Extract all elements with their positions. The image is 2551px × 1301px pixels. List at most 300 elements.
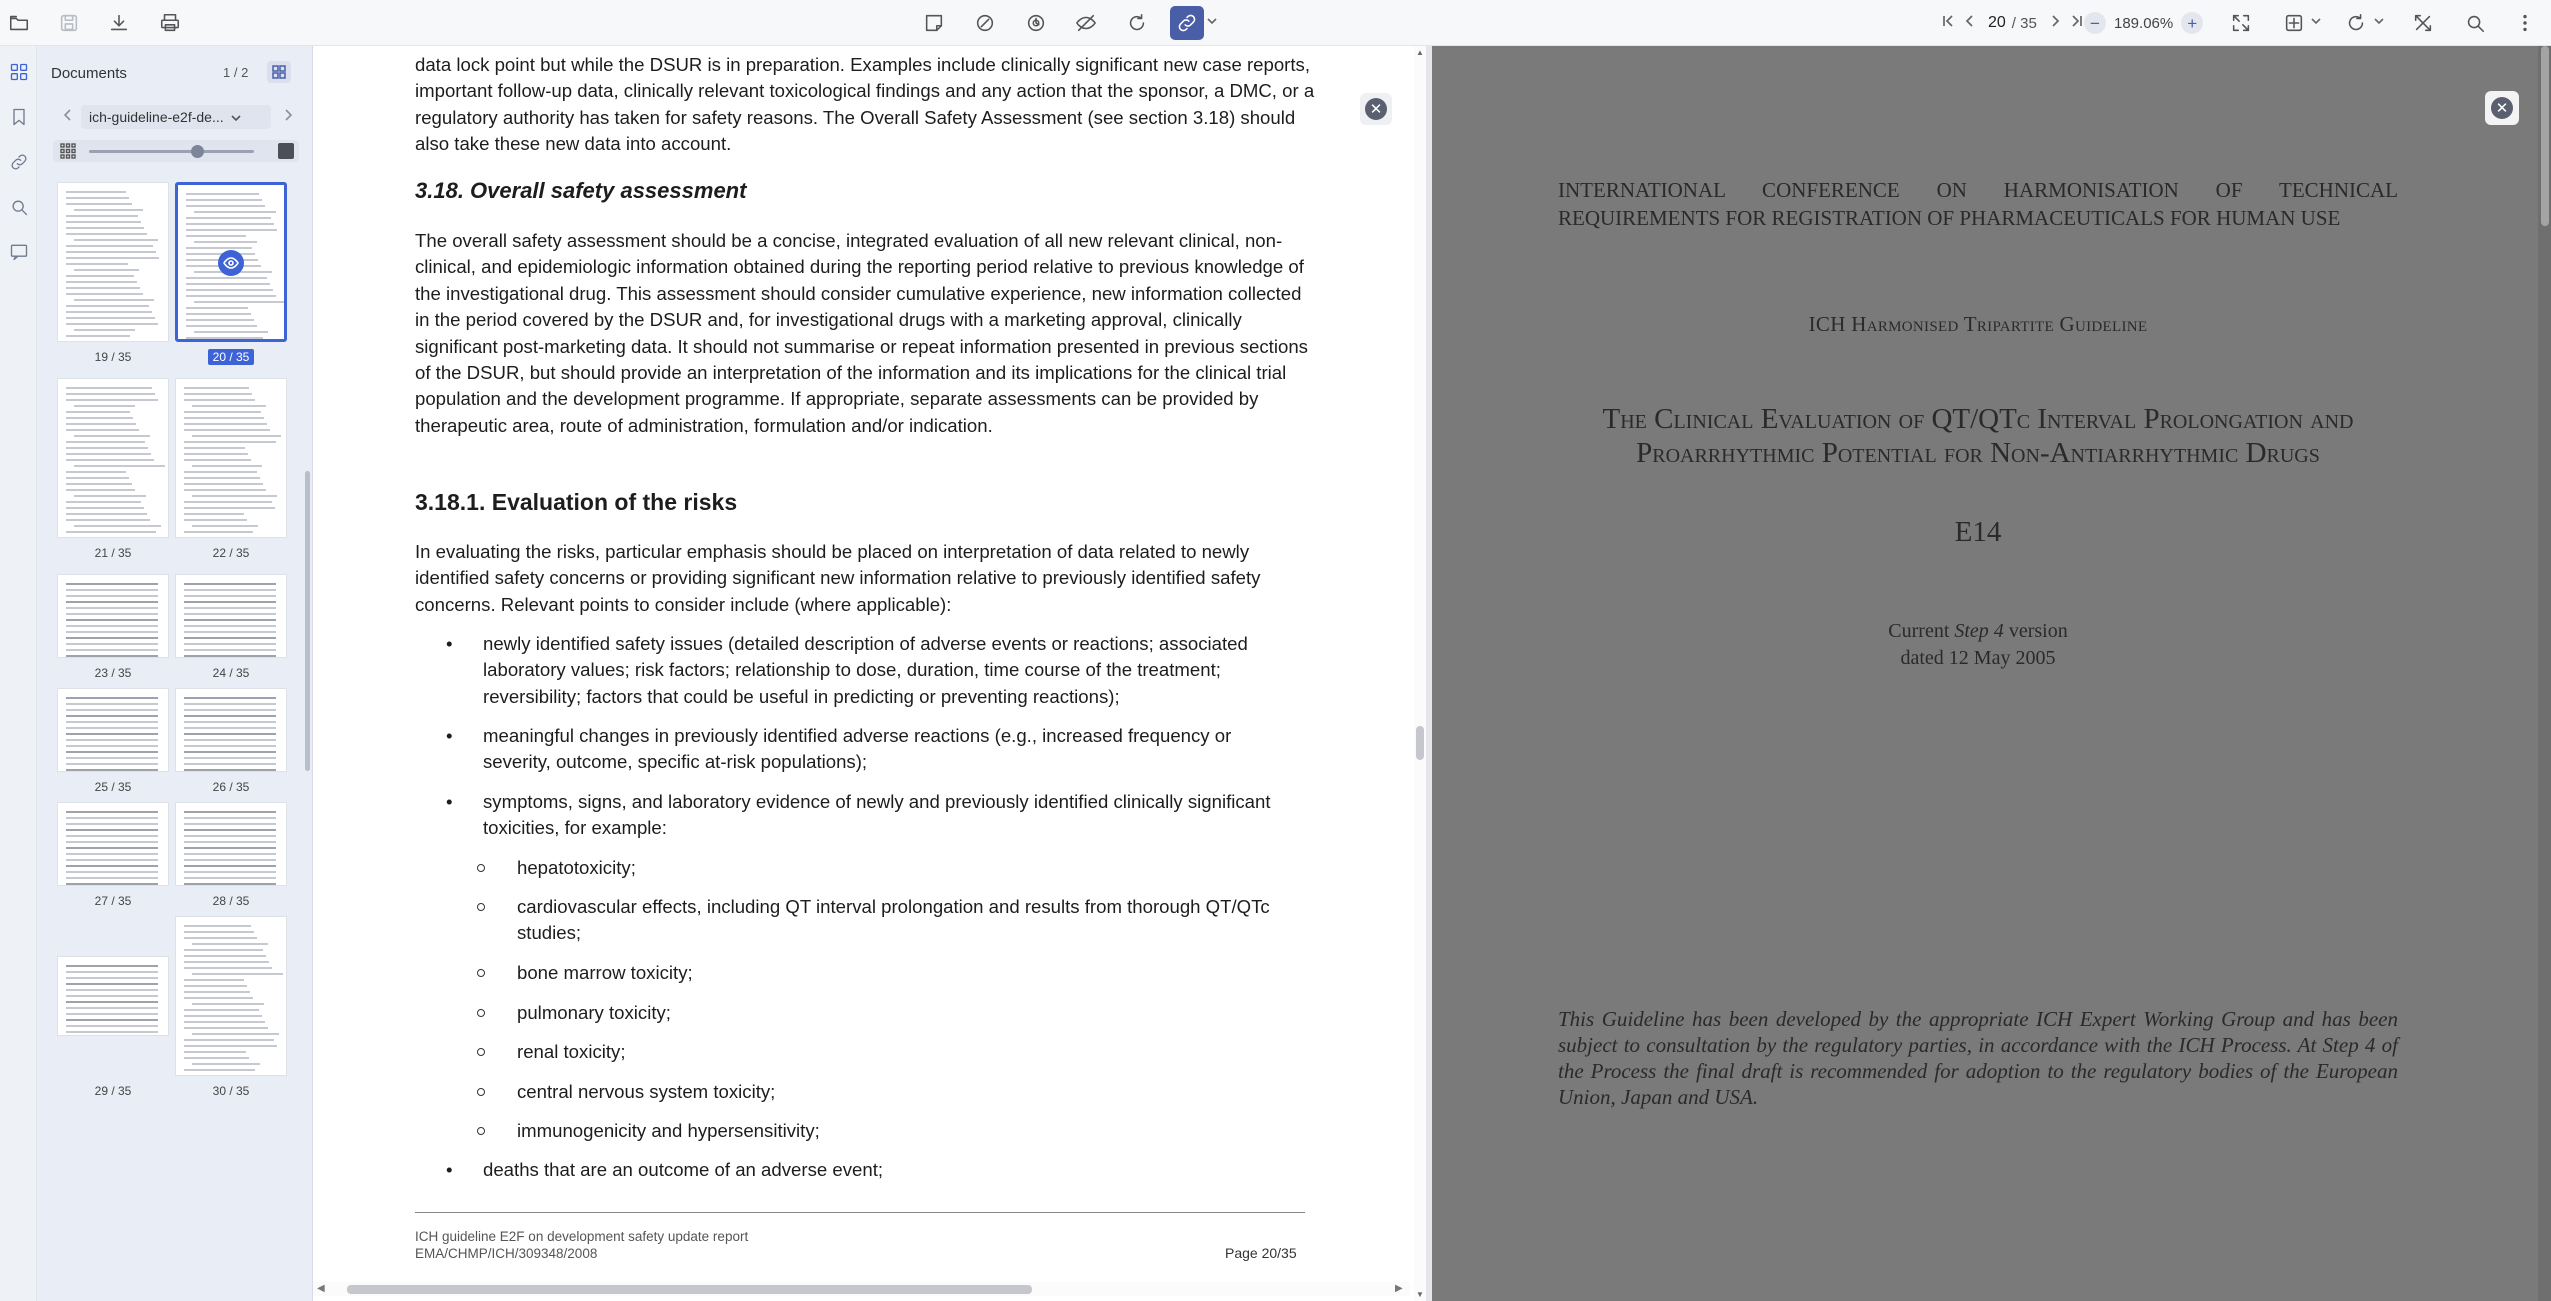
ring-bullet	[477, 864, 485, 872]
thumbnail-text-line	[186, 295, 276, 297]
thumbnail-text-line	[186, 337, 263, 339]
thumbnail-text-line	[66, 335, 130, 337]
guideline-code: E14	[1954, 516, 2002, 548]
thumbnail-text-line	[186, 307, 248, 309]
close-right-view-button[interactable]	[2485, 91, 2519, 125]
thumbnail-text-line	[184, 985, 247, 987]
thumbnail-label	[175, 894, 287, 908]
thumbnail-text-line	[74, 435, 150, 437]
thumbnail-text-line	[184, 829, 276, 831]
thumbnail-text-line	[74, 209, 143, 211]
fit-width-icon[interactable]	[2277, 6, 2311, 40]
thumbnail-label	[57, 780, 169, 794]
thumbnail-text-line	[66, 649, 158, 651]
next-page-icon[interactable]	[2047, 13, 2063, 33]
page-footer	[415, 1228, 748, 1262]
thumbnail-page-preview[interactable]	[175, 688, 287, 772]
sub-bullet-text: hepatotoxicity;	[517, 857, 636, 878]
thumbnail-text-line	[184, 721, 276, 723]
thumbnail-text-line	[184, 883, 276, 885]
footer-page-number: Page 20/35	[1225, 1245, 1297, 1261]
bullet-text: newly identified safety issues (detailed description of adverse events or reactions; associated laboratory values; risk factors; relationship to dose, duration, time course of the treatment; reversibility; factors that could be useful in predicting or preventing reactions);	[483, 633, 1248, 707]
crop-icon[interactable]	[2406, 6, 2440, 40]
rotate-page-icon[interactable]	[2339, 6, 2373, 40]
thumbnail-text-line	[74, 299, 154, 301]
chevron-down-icon	[230, 111, 242, 123]
thumbnail-page-preview[interactable]	[57, 802, 169, 886]
thumbnail-text-line	[184, 429, 270, 431]
bullet-text: deaths that are an outcome of an adverse event;	[483, 1159, 884, 1180]
thumbnail-text-line	[184, 631, 276, 633]
thumbnail-text-line	[184, 1039, 274, 1041]
thumbnail-text-line	[66, 1031, 158, 1033]
compare-scrollbar-thumb[interactable]	[2541, 46, 2549, 226]
thumbnail-label	[175, 546, 287, 560]
thumbnail-text-line	[184, 763, 276, 765]
thumbnail-page-number: 29 / 35	[94, 1084, 132, 1098]
sub-bullet-text: pulmonary toxicity;	[517, 1002, 671, 1023]
thumbnail-page-number: 21 / 35	[94, 546, 132, 560]
thumbnail-text-line	[184, 841, 276, 843]
current-page-input[interactable]: 20	[1988, 14, 2006, 31]
thumbnail-text-line	[66, 305, 149, 307]
thumbnail-text-line	[66, 989, 158, 991]
thumbnail-text-line	[184, 727, 276, 729]
thumbnail-text-line	[66, 203, 132, 205]
thumbnail-page-number: 19 / 35	[94, 350, 132, 364]
bullet-dot: •	[446, 791, 453, 812]
thumbnail-page-number: 28 / 35	[212, 894, 250, 908]
thumbnail-text-line	[66, 601, 158, 603]
thumbnail-label	[175, 780, 287, 794]
thumbnail-text-line	[66, 871, 158, 873]
document-count: 1 / 2	[223, 65, 249, 80]
ring-bullet	[477, 969, 485, 977]
sub-bullet-text: central nervous system toxicity;	[517, 1081, 776, 1102]
document-select[interactable]	[81, 105, 271, 129]
thumbnail-text-line	[66, 829, 158, 831]
thumbnail-label	[57, 666, 169, 680]
draw-icon[interactable]	[968, 6, 1002, 40]
thumbnail-text-line	[66, 197, 129, 199]
thumbnail-text-line	[66, 275, 134, 277]
thumbnail-text-line	[66, 459, 154, 461]
version-suffix: version	[2003, 620, 2068, 642]
thumbnail-text-line	[66, 215, 138, 217]
thumbnail-text-line	[184, 931, 254, 933]
fullscreen-icon[interactable]	[2224, 6, 2258, 40]
thumbnail-text-line	[184, 709, 276, 711]
print-icon[interactable]	[153, 6, 187, 40]
scrollbar-thumb[interactable]	[1416, 726, 1424, 760]
version-date: dated 12 May 2005	[1900, 647, 2056, 669]
zoom-level[interactable]: 189.06%	[2114, 14, 2174, 32]
thumbnail-text-line	[66, 715, 158, 717]
thumbnail-text-line	[66, 531, 156, 533]
thumbnail-text-line	[184, 393, 252, 395]
thumbnail-text-line	[186, 217, 271, 219]
thumbnail-text-line	[186, 325, 257, 327]
sidebar-rail	[0, 46, 37, 1301]
thumbnail-page-number: 22 / 35	[212, 546, 250, 560]
footer-reference: EMA/CHMP/ICH/309348/2008	[415, 1246, 598, 1261]
thumbnail-text-line	[184, 697, 276, 699]
thumbnail-text-line	[184, 1015, 262, 1017]
thumbnail-text-line	[184, 865, 276, 867]
close-icon: ✕	[2491, 97, 2513, 119]
thumbnail-size-slider[interactable]	[89, 150, 254, 153]
thumbnail-text-line	[66, 233, 147, 235]
thumbnail-label	[57, 350, 169, 364]
previous-document-icon[interactable]	[61, 108, 77, 126]
thumbnail-text-line	[74, 405, 135, 407]
thumbnail-text-line	[194, 331, 268, 333]
thumbnail-text-line	[184, 387, 249, 389]
search-icon[interactable]	[2458, 6, 2492, 40]
compare-document-view	[1432, 46, 2551, 1301]
thumbnail-label	[175, 350, 287, 364]
slider-handle[interactable]	[191, 145, 204, 158]
bullet-text: meaningful changes in previously identified adverse reactions (e.g., increased frequency or severity, outcome, specific at-risk populations);	[483, 725, 1232, 773]
list-item	[443, 789, 1303, 842]
large-thumbnail-icon[interactable]	[278, 143, 294, 159]
thumbnail-page-preview[interactable]	[175, 574, 287, 658]
thumbnail-text-line	[66, 501, 141, 503]
thumbnail-text-line	[192, 495, 277, 497]
thumbnail-text-line	[186, 289, 273, 291]
thumbnail-text-line	[66, 441, 145, 443]
thumbnail-text-line	[184, 625, 276, 627]
thumbnail-text-line	[192, 1033, 279, 1035]
version-prefix: Current	[1888, 620, 1955, 642]
bullet-dot: •	[446, 725, 453, 746]
thumbnail-text-line	[66, 1013, 158, 1015]
thumbnail-text-line	[66, 643, 158, 645]
thumbnail-text-line	[66, 513, 147, 515]
thumbnail-page-preview[interactable]	[57, 688, 169, 772]
last-page-icon[interactable]	[2069, 13, 2085, 33]
thumbnail-page-number: 20 / 35	[208, 349, 255, 365]
thumbnail-text-line	[184, 871, 276, 873]
next-document-icon[interactable]	[281, 108, 297, 126]
organization-line-1: INTERNATIONAL CONFERENCE ON HARMONISATION OF TECHNICAL	[1558, 178, 2398, 202]
thumbnail-text-line	[74, 495, 146, 497]
thumbnail-text-line	[66, 537, 159, 538]
thumbnail-text-line	[184, 745, 276, 747]
thumbnail-text-line	[186, 193, 259, 195]
thumbnail-text-line	[184, 601, 276, 603]
version-line	[1558, 618, 2398, 645]
guideline-title: The Clinical Evaluation of QT/QTc Interval Prolongation and Proarrhythmic Potential for Non-Antiarrhythmic Drugs	[1602, 403, 2354, 469]
ring-bullet	[477, 1127, 485, 1135]
thumbnail-text-line	[184, 483, 263, 485]
thumbnail-text-line	[66, 341, 133, 342]
thumbnail-text-line	[66, 323, 158, 325]
thumbnail-text-line	[184, 955, 266, 957]
thumbnail-text-line	[74, 239, 158, 241]
zoom-in-button[interactable]: +	[2181, 12, 2203, 34]
overall-safety-paragraph: The overall safety assessment should be a concise, integrated evaluation of all new relevant clinical, non-clinical, and epidemiologic information obtained during the reporting period relative to previous knowledge of the investigational drug. This assessment should consider cumulative experience, new information collected in the period covered by the DSUR and, for investigational drugs with a marketing approval, clinically significant post-marketing data. It should not summarise or repeat information presented in previous sections of the DSUR, but should provide an interpretation of the information and its implications for the clinical trial population and the development programme. If appropriate, separate assessments can be provided by therapeutic area, route of administration, formulation and/or indication.	[415, 230, 1308, 436]
compare-vertical-scrollbar[interactable]	[2538, 46, 2551, 1301]
thumbnail-text-line	[66, 655, 158, 657]
thumbnail-text-line	[184, 613, 276, 615]
thumbnail-text-line	[184, 537, 256, 538]
thumbnail-text-line	[194, 211, 276, 213]
thumbnail-text-line	[192, 405, 266, 407]
thumbnail-text-line	[186, 223, 274, 225]
zoom-control	[2084, 11, 2203, 35]
thumbnail-text-line	[184, 859, 276, 861]
thumbnail-text-line	[66, 727, 158, 729]
comments-icon[interactable]	[3, 236, 34, 267]
search-panel-icon[interactable]	[3, 191, 34, 222]
zoom-out-button[interactable]: −	[2084, 12, 2106, 34]
rotate-icon[interactable]	[1120, 6, 1154, 40]
thumbnail-text-line	[186, 199, 262, 201]
document-view	[313, 46, 1426, 1301]
thumbnail-text-line	[66, 489, 135, 491]
thumbnail-text-line	[66, 399, 158, 401]
first-page-icon[interactable]	[1940, 13, 1956, 33]
grid-view-button[interactable]	[267, 61, 291, 83]
save-icon[interactable]	[52, 6, 86, 40]
thumbnail-text-line	[186, 247, 252, 249]
thumbnail-page-number: 24 / 35	[212, 666, 250, 680]
thumbnail-text-line	[66, 221, 141, 223]
thumbnail-text-line	[184, 453, 248, 455]
thumbnail-text-line	[184, 1057, 249, 1059]
thumbnail-text-line	[66, 417, 133, 419]
thumbnail-text-line	[66, 1019, 158, 1021]
bullet-dot: •	[446, 1159, 453, 1180]
thumbnail-text-line	[66, 471, 126, 473]
thumbnail-label	[175, 666, 287, 680]
thumbnail-text-line	[66, 251, 156, 253]
thumbnail-text-line	[184, 531, 253, 533]
thumbnail-text-line	[74, 269, 139, 271]
page-navigator	[1940, 6, 2085, 40]
thumbnail-label	[175, 1084, 287, 1098]
thumbnail-text-line	[186, 319, 254, 321]
thumbnail-text-line	[184, 757, 276, 759]
thumbnail-text-line	[66, 1007, 158, 1009]
thumbnail-page-preview[interactable]	[175, 378, 287, 538]
thumbnail-text-line	[66, 853, 158, 855]
thumbnail-text-line	[66, 583, 158, 585]
panel-title: Documents	[51, 65, 127, 82]
thumbnail-text-line	[194, 301, 287, 303]
sub-list-item	[477, 1079, 1297, 1105]
document-name: ich-guideline-e2f-de...	[89, 109, 224, 125]
thumbnail-text-line	[184, 1075, 258, 1076]
footer-divider	[415, 1212, 1305, 1213]
scroll-up-icon[interactable]: ▲	[1416, 48, 1424, 57]
sub-bullet-text: immunogenicity and hypersensitivity;	[517, 1120, 820, 1141]
close-icon: ✕	[1365, 98, 1387, 120]
intro-paragraph: data lock point but while the DSUR is in preparation. Examples include clinically significant new case reports, important follow-up data, clinically relevant toxicological findings and any action that the sponsor, a DMC, or a regulatory authority has taken for safety reasons. The Overall Safety Assessment (see section 3.18) should also take these new data into account.	[415, 54, 1315, 155]
thumbnail-text-line	[184, 715, 276, 717]
thumbnail-text-line	[184, 441, 276, 443]
small-grid-icon[interactable]	[60, 143, 76, 159]
thumbnail-page-number: 23 / 35	[94, 666, 132, 680]
thumbnail-text-line	[184, 507, 275, 509]
open-folder-icon[interactable]	[2, 6, 36, 40]
thumbnail-text-line	[184, 1021, 265, 1023]
thumbnail-text-line	[192, 525, 258, 527]
thumbnail-text-line	[184, 637, 276, 639]
eye-icon[interactable]	[218, 250, 244, 276]
thumbnail-text-line	[184, 817, 276, 819]
note-icon[interactable]	[917, 6, 951, 40]
thumbnail-text-line	[66, 191, 126, 193]
thumbnail-text-line	[184, 595, 276, 597]
sub-bullet-text: renal toxicity;	[517, 1041, 626, 1062]
thumbnail-text-line	[66, 983, 158, 985]
scroll-down-icon[interactable]: ▼	[1416, 1290, 1424, 1299]
thumbnail-text-line	[66, 733, 158, 735]
hide-icon[interactable]	[1069, 6, 1103, 40]
thumbnail-page-preview[interactable]	[175, 916, 287, 1076]
thumbnail-text-line	[192, 1003, 264, 1005]
thumbnail-text-line	[184, 399, 255, 401]
thumbnail-page-preview[interactable]	[57, 182, 169, 342]
thumbnail-text-line	[184, 411, 261, 413]
sub-list-item	[477, 960, 1297, 986]
thumbnail-text-line	[184, 979, 244, 981]
section-heading-3-18-1: 3.18.1. Evaluation of the risks	[415, 489, 738, 515]
thumbnail-text-line	[66, 859, 158, 861]
document-vertical-scrollbar[interactable]	[1414, 46, 1426, 1301]
thumbnail-page-preview[interactable]	[57, 378, 169, 538]
thumbnail-text-line	[184, 471, 257, 473]
list-item	[443, 1157, 1303, 1183]
thumbnail-text-line	[192, 943, 268, 945]
rotate-dropdown-chevron-icon[interactable]	[2372, 14, 2386, 32]
thumbnail-text-line	[66, 637, 158, 639]
thumbnail-page-preview[interactable]	[175, 802, 287, 886]
thumbnail-text-line	[66, 971, 158, 973]
scroll-left-icon[interactable]: ◀	[317, 1283, 325, 1294]
thumbnail-text-line	[74, 465, 165, 467]
ring-bullet	[477, 1048, 485, 1056]
thumbnail-size-control	[53, 140, 299, 162]
thumbnail-text-line	[66, 965, 158, 967]
thumbnail-text-line	[66, 877, 158, 879]
thumbnail-text-line	[184, 961, 269, 963]
thumbnail-text-line	[66, 841, 158, 843]
guideline-type: ICH Harmonised Tripartite Guideline	[1808, 312, 2148, 336]
thumbnail-text-line	[66, 757, 158, 759]
thumbnail-text-line	[184, 925, 251, 927]
thumbnail-text-line	[66, 709, 158, 711]
section-heading-3-18: 3.18. Overall safety assessment	[415, 178, 747, 203]
thumbnail-label	[57, 1084, 169, 1098]
thumbnail-text-line	[192, 973, 283, 975]
thumbnail-text-line	[184, 997, 253, 999]
document-horizontal-scrollbar[interactable]	[313, 1282, 1410, 1296]
thumbnail-text-line	[184, 967, 272, 969]
thumbnail-text-line	[194, 241, 257, 243]
ring-bullet	[477, 1088, 485, 1096]
thumbnail-text-line	[66, 393, 155, 395]
thumbnails-icon[interactable]	[3, 56, 34, 87]
thumbnail-text-line	[74, 525, 161, 527]
thumbnail-text-line	[66, 411, 130, 413]
thumbnail-text-line	[66, 721, 158, 723]
stamp-icon[interactable]	[1019, 6, 1053, 40]
thumbnail-text-line	[184, 1069, 255, 1071]
thumbnail-text-line	[66, 317, 155, 319]
thumbnail-text-line	[184, 589, 276, 591]
link-icon[interactable]	[1170, 6, 1204, 40]
sub-list-item	[477, 1000, 1297, 1026]
link-dropdown-chevron-icon[interactable]	[1205, 14, 1219, 32]
thumbnail-text-line	[184, 519, 247, 521]
thumbnail-text-line	[184, 513, 244, 515]
thumbnail-text-line	[184, 655, 276, 657]
thumbnail-page-preview[interactable]	[57, 956, 169, 1036]
thumbnail-text-line	[192, 1063, 260, 1065]
thumbnail-text-line	[184, 823, 276, 825]
thumbnail-text-line	[184, 447, 245, 449]
more-icon[interactable]	[2508, 6, 2542, 40]
compare-document-page	[1432, 46, 2551, 1301]
thumbnail-text-line	[66, 507, 144, 509]
thumbnail-text-line	[66, 287, 140, 289]
thumbnail-text-line	[184, 1045, 277, 1047]
thumbnail-page-number: 25 / 35	[94, 780, 132, 794]
thumbnail-text-line	[184, 417, 264, 419]
thumbnail-page-number: 26 / 35	[212, 780, 250, 794]
thumbnail-text-line	[184, 583, 276, 585]
thumbnail-text-line	[184, 489, 266, 491]
thumbnail-text-line	[184, 853, 276, 855]
thumbnail-text-line	[184, 991, 250, 993]
prev-page-icon[interactable]	[1962, 13, 1978, 33]
thumbnail-text-line	[66, 883, 158, 885]
download-icon[interactable]	[102, 6, 136, 40]
thumbnail-text-line	[66, 387, 152, 389]
thumbnail-text-line	[66, 751, 158, 753]
thumbnail-text-line	[186, 277, 267, 279]
attachment-link-icon[interactable]	[3, 146, 34, 177]
thumbnail-text-line	[66, 703, 158, 705]
fit-dropdown-chevron-icon[interactable]	[2309, 14, 2323, 32]
thumbnail-text-line	[66, 865, 158, 867]
thumbnail-text-line	[66, 995, 158, 997]
horizontal-scrollbar-thumb[interactable]	[347, 1285, 1032, 1294]
thumbnail-text-line	[184, 703, 276, 705]
thumbnail-text-line	[186, 229, 277, 231]
thumbnail-text-line	[184, 459, 251, 461]
close-left-view-button[interactable]	[1360, 93, 1392, 125]
bookmark-icon[interactable]	[3, 101, 34, 132]
thumbnail-page-number: 30 / 35	[212, 1084, 250, 1098]
sub-bullet-text: bone marrow toxicity;	[517, 962, 693, 983]
thumbnail-page-preview[interactable]	[57, 574, 169, 658]
thumbnail-text-line	[66, 619, 158, 621]
sub-list-item	[477, 855, 1297, 881]
thumbnail-text-line	[66, 817, 158, 819]
thumbnail-text-line	[66, 739, 158, 741]
thumbnail-text-line	[184, 643, 276, 645]
thumbnail-page-preview[interactable]	[175, 182, 287, 342]
thumbnail-text-line	[184, 835, 276, 837]
scroll-right-icon[interactable]: ▶	[1395, 1283, 1403, 1294]
document-page	[313, 46, 1413, 1301]
thumbnail-text-line	[184, 1009, 259, 1011]
panel-scrollbar[interactable]	[305, 471, 310, 771]
